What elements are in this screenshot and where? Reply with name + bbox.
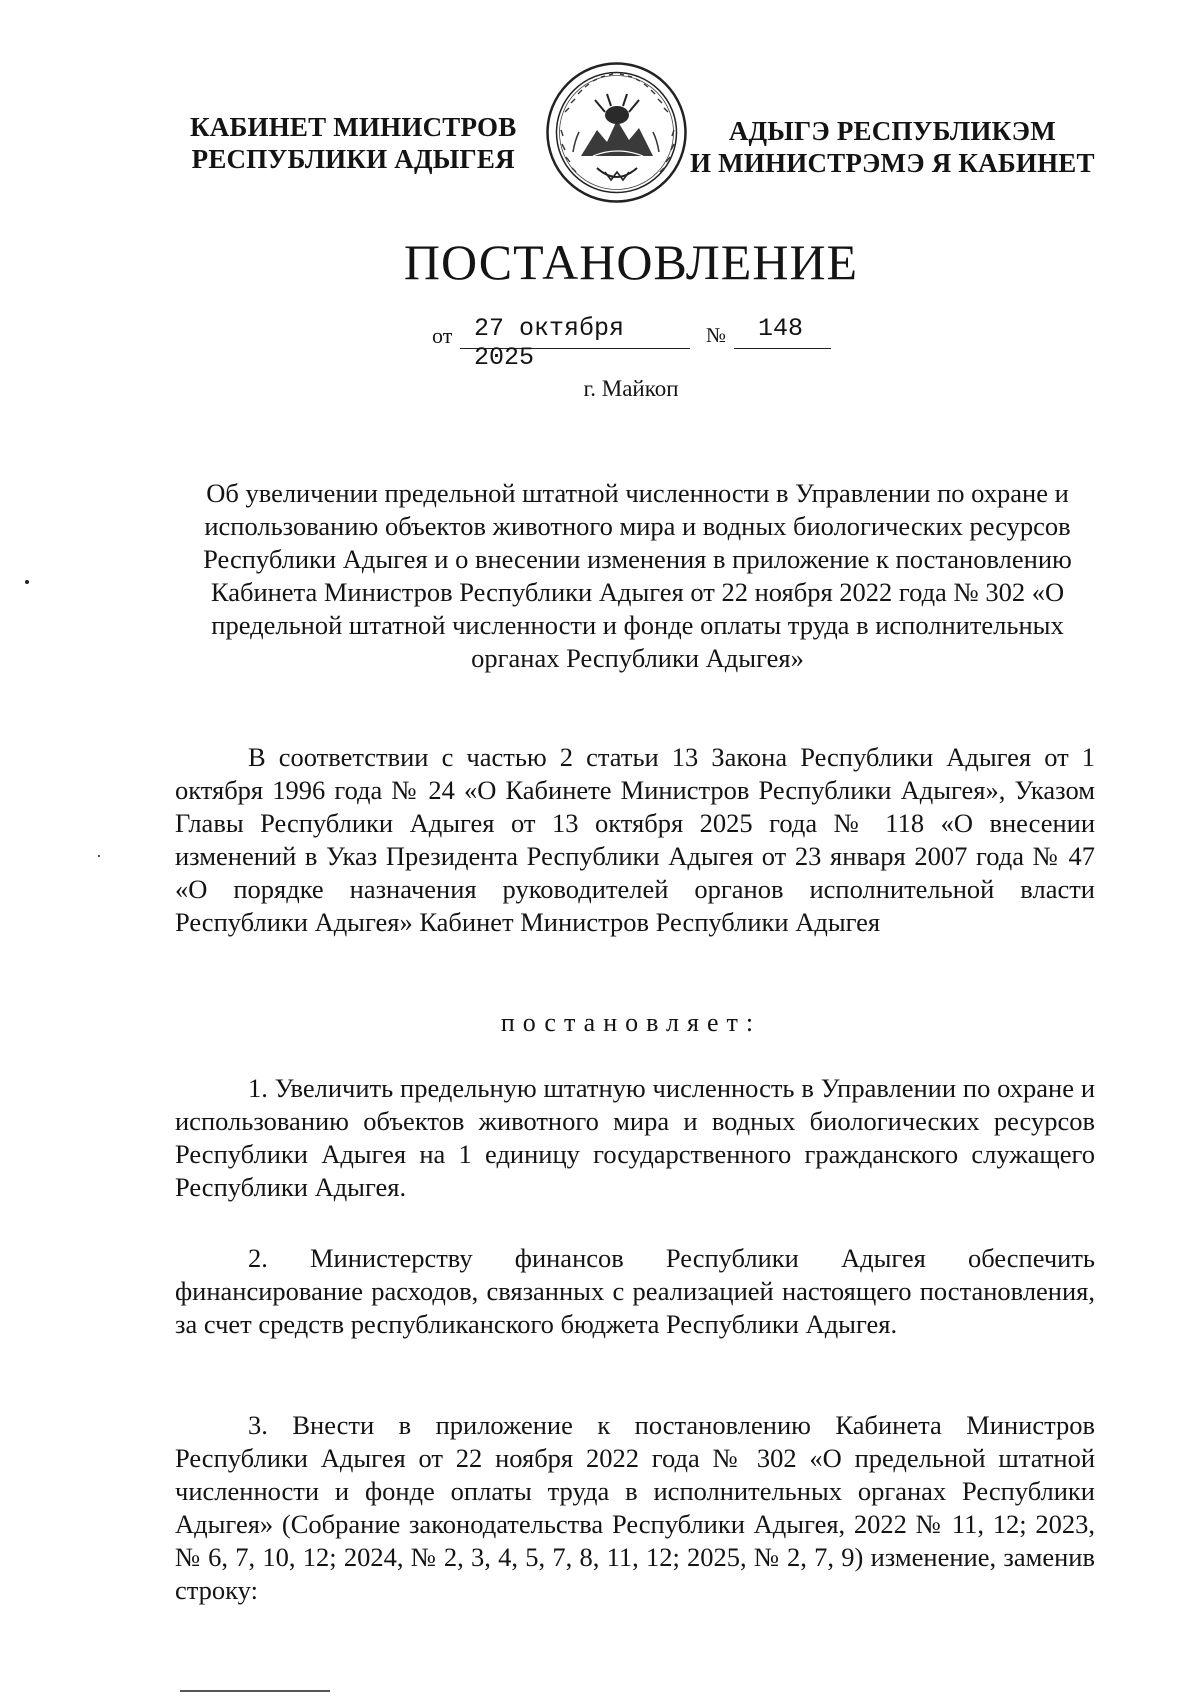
- item-2-paragraph: 2. Министерству финансов Республики Адыгея обеспечить финансирование расходов, связанных с реализацией настоящего постановления, за счет средств республиканского бюджета Республики Адыгея.: [175, 1243, 1095, 1339]
- decree-word: постановляет:: [500, 1008, 762, 1037]
- item-3-paragraph: 3. Внести в приложение к постановлению Кабинета Министров Республики Адыгея от 22 ноября 2022 года № 302 «О предельной штатной численности и фонде оплаты труда в исполнительных органах Республики Адыгея» (Собрание законодательства Республики Адыгея, 2022 № 11, 12; 2023, № 6, 7, 10, 12; 2024, № 2, 3, 4, 5, 7, 8, 11, 12; 2025, № 2, 7, 9) изменение, заменив строку:: [175, 1410, 1095, 1605]
- document-type-title: ПОСТАНОВЛЕНИЕ: [403, 234, 859, 290]
- city-name: г. Майкоп: [583, 376, 679, 401]
- number-prefix: №: [706, 323, 727, 347]
- scan-speck: [25, 580, 29, 584]
- page-bottom-edge-mark: [180, 1690, 330, 1692]
- preamble-paragraph: В соответствии с частью 2 статьи 13 Закона Республики Адыгея от 1 октября 1996 года № 24 «О Кабинете Министров Республики Адыгея», Указом Главы Республики Адыгея от 13 октября 2025 года № 118 «О внесении изменений в Указ Президента Республики Адыгея от 23 января 2007 года № 47 «О порядке назначения руководителей органов исполнительной власти Республики Адыгея» Кабинет Министров Республики Адыгея: [175, 742, 1095, 937]
- republic-of-adygea-coat-of-arms-icon: [545, 60, 688, 205]
- issuer-name-adyghe: [690, 115, 1095, 179]
- scan-speck: [98, 855, 100, 857]
- number-field: [734, 311, 831, 349]
- issuer-adyghe-line-1: АДЫГЭ РЕСПУБЛИКЭМ: [728, 116, 1056, 146]
- date-field: [460, 311, 690, 372]
- issuer-line-1: КАБИНЕТ МИНИСТРОВ: [190, 112, 517, 142]
- document-number: 148: [758, 314, 804, 343]
- issuer-adyghe-line-2: И МИНИСТРЭМЭ Я КАБИНЕТ: [690, 148, 1095, 178]
- issuer-line-2: РЕСПУБЛИКИ АДЫГЕЯ: [191, 144, 515, 174]
- item-1-paragraph: 1. Увеличить предельную штатную численность в Управлении по охране и использованию объектов животного мира и водных биологических ресурсов Республики Адыгея на 1 единицу государственного гражданского служащего Республики Адыгея.: [175, 1073, 1095, 1202]
- document-number-line: [432, 311, 852, 372]
- date-prefix: от: [432, 323, 453, 348]
- issuer-name-russian: [190, 111, 516, 175]
- document-subject: Об увеличении предельной штатной численности в Управлении по охране и использованию объектов животного мира и водных биологических ресурсов Республики Адыгея и о внесении изменения в приложение к постановлению Кабинета Министров Республики Адыгея от 22 ноября 2022 года № 302 «О предельной штатной численности и фонде оплаты труда в исполнительных органах Республики Адыгея»: [203, 478, 1072, 673]
- document-date: 27 октября 2025: [474, 314, 625, 372]
